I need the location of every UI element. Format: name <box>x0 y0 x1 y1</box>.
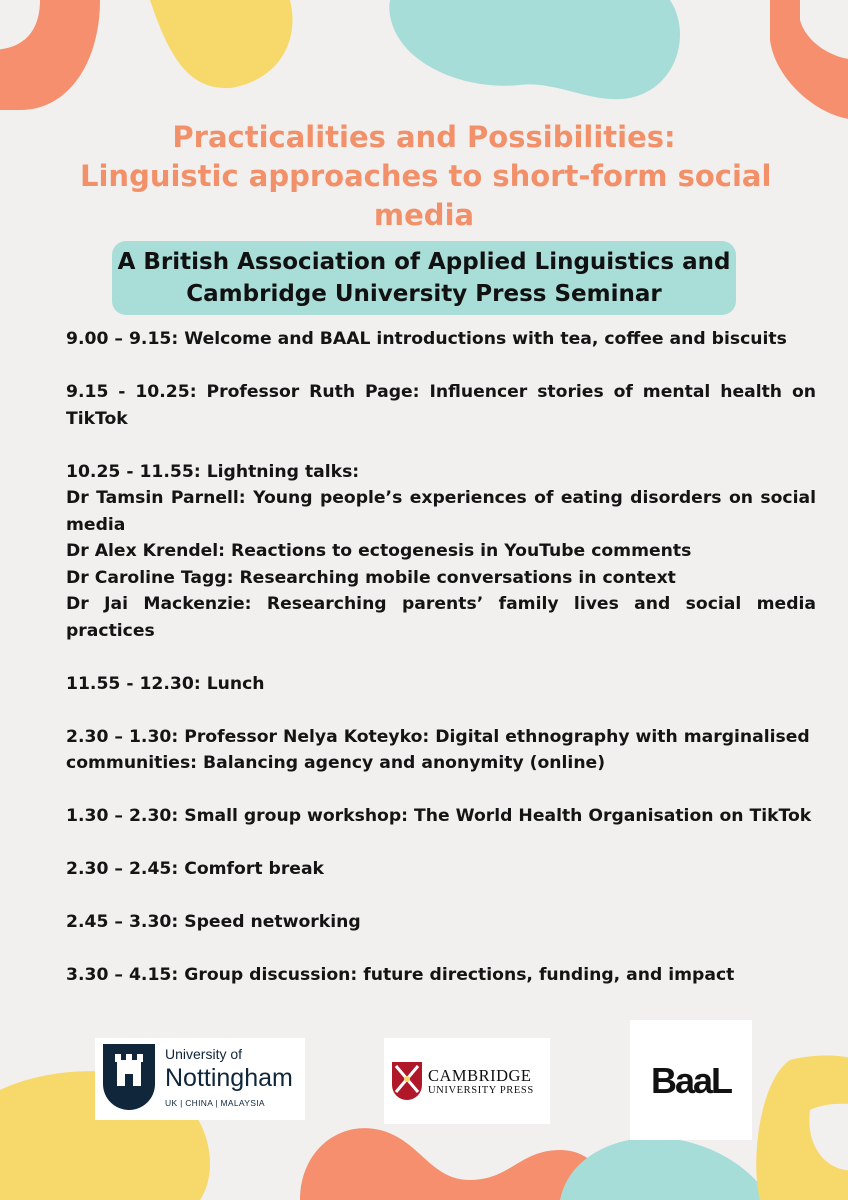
baal-wordmark: BaaL <box>650 1060 732 1101</box>
page-title <box>80 118 772 235</box>
talk-item: Dr Caroline Tagg: Researching mobile conversations in context <box>66 567 676 588</box>
session-text: 2.45 – 3.30: Speed networking <box>66 912 361 932</box>
schedule-item-online-talk <box>66 724 816 777</box>
schedule-item-workshop <box>66 803 816 830</box>
nottingham-line-1: University of <box>165 1046 243 1062</box>
schedule-item-keynote <box>66 379 816 432</box>
session-text: 1.30 – 2.30: Small group workshop: The World Health Organisation on TikTok <box>66 806 812 826</box>
schedule-item-welcome <box>66 326 816 353</box>
title-line-1: Practicalities and Possibilities: <box>172 120 676 154</box>
title-line-3: media <box>373 198 475 232</box>
talk-item: Dr Tamsin Parnell: Young people’s experiences of eating disorders on social media <box>66 488 816 535</box>
cambridge-line-2: UNIVERSITY PRESS <box>428 1085 534 1096</box>
nottingham-line-2: Nottingham <box>165 1064 293 1092</box>
cambridge-logo <box>384 1038 550 1124</box>
session-text: 2.30 – 1.30: Professor Nelya Koteyko: Digital ethnography with marginalised communities: Balancing agency and anonymity (online) <box>66 726 810 773</box>
title-line-2: Linguistic approaches to short-form social <box>80 159 772 193</box>
sponsor-logos <box>0 1020 848 1180</box>
crest-icon <box>392 1062 422 1100</box>
schedule-item-comfort-break <box>66 856 816 883</box>
talk-item: Dr Jai Mackenzie: Researching parents’ family lives and social media practices <box>66 594 816 641</box>
session-text: 3.30 – 4.15: Group discussion: future directions, funding, and impact <box>66 965 735 985</box>
baal-logo <box>630 1020 752 1140</box>
castle-icon <box>103 1044 155 1110</box>
schedule-item-lightning-talks <box>66 459 816 645</box>
banner-line-2: Cambridge University Press Seminar <box>186 281 662 307</box>
schedule-item-lunch <box>66 671 816 698</box>
seminar-banner <box>112 241 736 315</box>
banner-line-1: A British Association of Applied Linguistics and <box>117 249 731 275</box>
nottingham-line-3: UK | CHINA | MALAYSIA <box>165 1098 265 1108</box>
schedule-item-networking <box>66 909 816 936</box>
session-text: 9.15 - 10.25: Professor Ruth Page: Influencer stories of mental health on TikTok <box>66 382 816 429</box>
session-text: 2.30 – 2.45: Comfort break <box>66 859 324 879</box>
session-heading: 10.25 - 11.55: Lightning talks: <box>66 461 360 482</box>
session-text: 9.00 – 9.15: Welcome and BAAL introductions with tea, coffee and biscuits <box>66 329 787 349</box>
cambridge-line-1: CAMBRIDGE <box>428 1066 532 1085</box>
schedule <box>66 326 816 1015</box>
schedule-item-discussion <box>66 962 816 989</box>
session-text: 11.55 - 12.30: Lunch <box>66 673 265 694</box>
nottingham-logo <box>95 1038 305 1120</box>
talk-item: Dr Alex Krendel: Reactions to ectogenesis in YouTube comments <box>66 541 692 561</box>
